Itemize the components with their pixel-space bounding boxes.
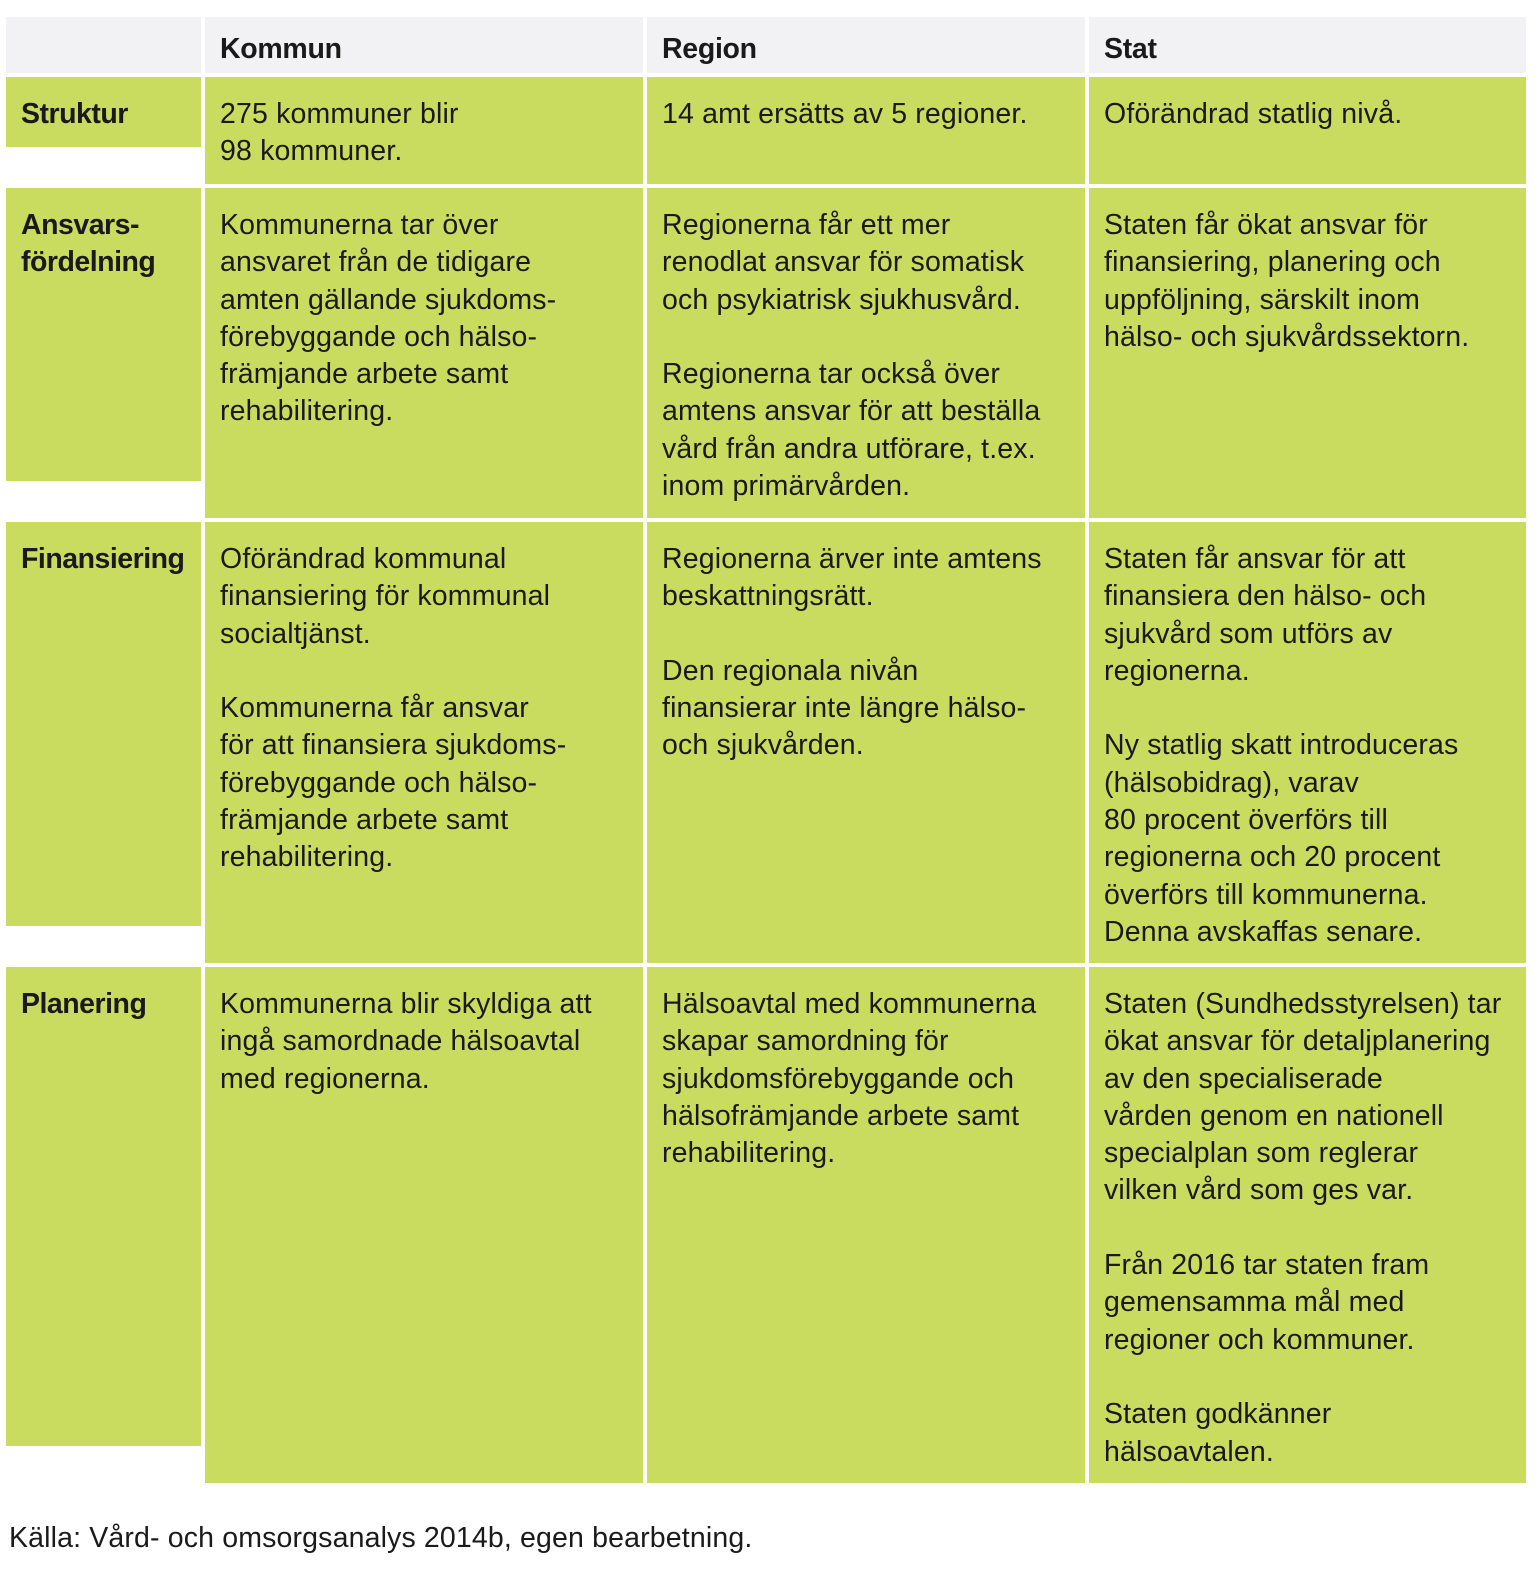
cell-struktur-kommun	[205, 77, 643, 184]
cell-finansiering-kommun	[205, 522, 643, 963]
column-header-stat: Stat	[1089, 17, 1526, 73]
cell-paragraph: Ny statlig skatt introduceras (hälsobidrag), varav 80 procent överförs till regionerna och 20 procent överförs till kommunerna. Denna avskaffas senare.	[1104, 729, 1459, 948]
cell-struktur-stat	[1089, 77, 1526, 184]
cell-struktur-region	[647, 77, 1085, 184]
cell-paragraph: Oförändrad statlig nivå.	[1104, 98, 1403, 130]
cell-paragraph: Från 2016 tar staten fram gemensamma mål med regioner och kommuner.	[1104, 1249, 1430, 1356]
cell-ansvarsfordelning-kommun	[205, 188, 643, 518]
source-note: Källa: Vård- och omsorgsanalys 2014b, egen bearbetning.	[9, 1522, 753, 1554]
cell-paragraph: Kommunerna tar över ansvaret från de tidigare amten gällande sjukdoms- förebyggande och hälso- främjande arbete samt rehabilitering.	[220, 209, 557, 428]
cell-paragraph: Hälsoavtal med kommunerna skapar samordning för sjukdomsförebyggande och hälsofrämjande arbete samt rehabilitering.	[662, 988, 1037, 1170]
cell-planering-region	[647, 967, 1085, 1483]
cell-paragraph: Oförändrad kommunal finansiering för kommunal socialtjänst.	[220, 543, 551, 650]
cell-finansiering-region	[647, 522, 1085, 963]
comparison-table	[6, 17, 1526, 1483]
cell-ansvarsfordelning-stat	[1089, 188, 1526, 518]
row-label-finansiering: Finansiering	[6, 522, 201, 926]
cell-paragraph: 14 amt ersätts av 5 regioner.	[662, 98, 1028, 130]
cell-planering-stat	[1089, 967, 1526, 1483]
cell-ansvarsfordelning-region	[647, 188, 1085, 518]
cell-paragraph: Regionerna tar också över amtens ansvar för att beställa vård från andra utförare, t.ex. inom primärvården.	[662, 358, 1041, 503]
cell-paragraph: Regionerna får ett mer renodlat ansvar för somatisk och psykiatrisk sjukhusvård.	[662, 209, 1025, 316]
cell-paragraph: Kommunerna får ansvar för att finansiera sjukdoms- förebyggande och hälso- främjande arbete samt rehabilitering.	[220, 692, 567, 874]
row-label-struktur: Struktur	[6, 77, 201, 147]
cell-paragraph: Regionerna ärver inte amtens beskattningsrätt.	[662, 543, 1042, 613]
cell-planering-kommun	[205, 967, 643, 1483]
column-header-kommun: Kommun	[205, 17, 643, 73]
row-label-planering: Planering	[6, 967, 201, 1446]
row-label-ansvarsfordelning: Ansvars- fördelning	[6, 188, 201, 481]
column-header-region: Region	[647, 17, 1085, 73]
cell-paragraph: Staten får ansvar för att finansiera den hälso- och sjukvård som utförs av regionerna.	[1104, 543, 1427, 687]
cell-finansiering-stat	[1089, 522, 1526, 963]
cell-paragraph: Staten godkänner hälsoavtalen.	[1104, 1398, 1332, 1468]
cell-paragraph: Staten får ökat ansvar för finansiering, planering och uppföljning, särskilt inom hälso- och sjukvårdssektorn.	[1104, 209, 1470, 353]
cell-paragraph: Staten (Sundhedsstyrelsen) tar ökat ansvar för detaljplanering av den specialiserade vården genom en nationell specialplan som reglerar vilken vård som ges var.	[1104, 988, 1502, 1207]
cell-paragraph: Kommunerna blir skyldiga att ingå samordnade hälsoavtal med regionerna.	[220, 988, 592, 1095]
header-corner	[6, 17, 201, 73]
cell-paragraph: 275 kommuner blir 98 kommuner.	[220, 98, 459, 168]
cell-paragraph: Den regionala nivån finansierar inte längre hälso- och sjukvården.	[662, 654, 1027, 762]
